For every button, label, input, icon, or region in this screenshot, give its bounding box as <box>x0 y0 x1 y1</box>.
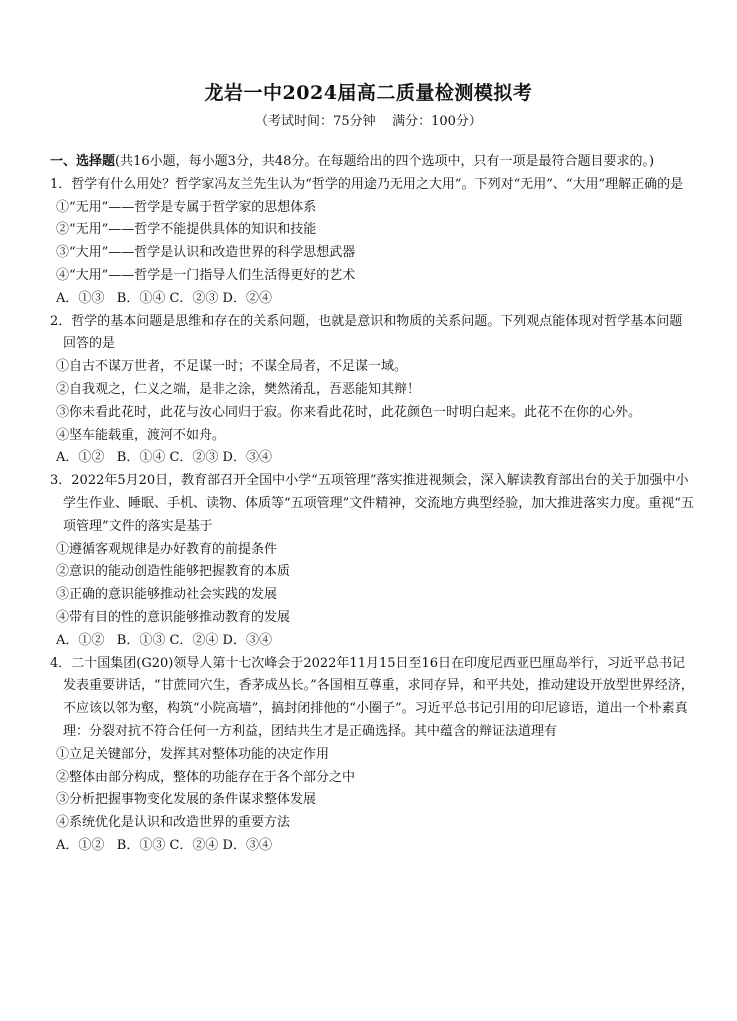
question-2 <box>50 311 695 471</box>
question-option: ①“无用”——哲学是专属于哲学家的思想体系 <box>56 199 317 215</box>
question-option: ③“大用”——哲学是认识和改造世界的科学思想武器 <box>56 245 356 261</box>
section-instruction: (共16小题，每小题3分，共48分。在每题给出的四个选项中，只有一项是最符合题目要求的。) <box>115 154 655 169</box>
question-option: ②自我观之，仁义之端，是非之涂，樊然淆乱，吾恶能知其辩！ <box>56 381 421 397</box>
question-option: ④“大用”——哲学是一门指导人们生活得更好的艺术 <box>56 267 356 283</box>
question-option: ③你未看此花时，此花与汝心同归于寂。你来看此花时，此花颜色一时明白起来。此花不在你的心外。 <box>56 404 642 420</box>
question-stem: 2．哲学的基本问题是思维和存在的关系问题，也就是意识和物质的关系问题。下列观点能体现对哲学基本问题回答的是 <box>50 313 683 352</box>
question-stem: 1．哲学有什么用处？哲学家冯友兰先生认为“哲学的用途乃无用之大用”。下列对“无用”、“大用”理解正确的是 <box>50 176 684 192</box>
section-header <box>50 151 695 174</box>
exam-content <box>50 151 695 858</box>
question-option: ①遵循客观规律是办好教育的前提条件 <box>56 541 278 557</box>
exam-info: （考试时间：75分钟 满分：100分） <box>255 114 482 129</box>
question-option: ①自古不谋万世者，不足谋一时；不谋全局者，不足谋一域。 <box>56 359 408 375</box>
question-stem: 3．2022年5月20日，教育部召开全国中小学“五项管理”落实推进视频会，深入解读教育部出台的关于加强中小学生作业、睡眠、手机、读物、体质等“五项管理”文件精神，交流地方典型经验，加大推进落实力度。重视“五项管理”文件的落实是基于 <box>50 473 694 534</box>
section-title: 一、选择题 <box>50 154 116 169</box>
answer-choices: A．①③ B．①④ C．②③ D．②④ <box>56 290 272 306</box>
question-option: ①立足关键部分，发挥其对整体功能的决定作用 <box>56 746 330 762</box>
question-1 <box>50 174 695 311</box>
answer-choices: A．①② B．①④ C．②③ D．③④ <box>56 450 272 466</box>
question-option: ③分析把握事物变化发展的条件谋求整体发展 <box>56 792 317 808</box>
answer-choices: A．①② B．①③ C．②④ D．③④ <box>56 632 272 648</box>
question-option: ④带有目的性的意识能够推动教育的发展 <box>56 609 291 625</box>
question-option: ②“无用”——哲学不能提供具体的知识和技能 <box>56 222 317 238</box>
question-option: ②整体由部分构成，整体的功能存在于各个部分之中 <box>56 769 356 785</box>
question-option: ④坚车能载重，渡河不如舟。 <box>56 427 226 443</box>
answer-choices: A．①② B．①③ C．②④ D．③④ <box>56 837 272 853</box>
question-4 <box>50 653 695 858</box>
question-stem: 4．二十国集团(G20)领导人第十七次峰会于2022年11月15日至16日在印度尼西亚巴厘岛举行，习近平总书记发表重要讲话，“甘蔗同穴生，香茅成丛长。”各国相互尊重，求同存异，和平共处，推动建设开放型世界经济，不应该以邻为壑，构筑“小院高墙”，搞封闭排他的“小圈子”。习近平总书记引用的印尼谚语，道出一个朴素真理：分裂对抗不符合任何一方利益，团结共生才是正确选择。其中蕴含的辩证法道理有 <box>50 655 694 739</box>
question-option: ④系统优化是认识和改造世界的重要方法 <box>56 815 291 831</box>
question-option: ③正确的意识能够推动社会实践的发展 <box>56 587 278 603</box>
question-option: ②意识的能动创造性能够把握教育的本质 <box>56 564 291 580</box>
question-3 <box>50 470 695 652</box>
page-title: 龙岩一中2024届高二质量检测模拟考 <box>204 82 533 104</box>
